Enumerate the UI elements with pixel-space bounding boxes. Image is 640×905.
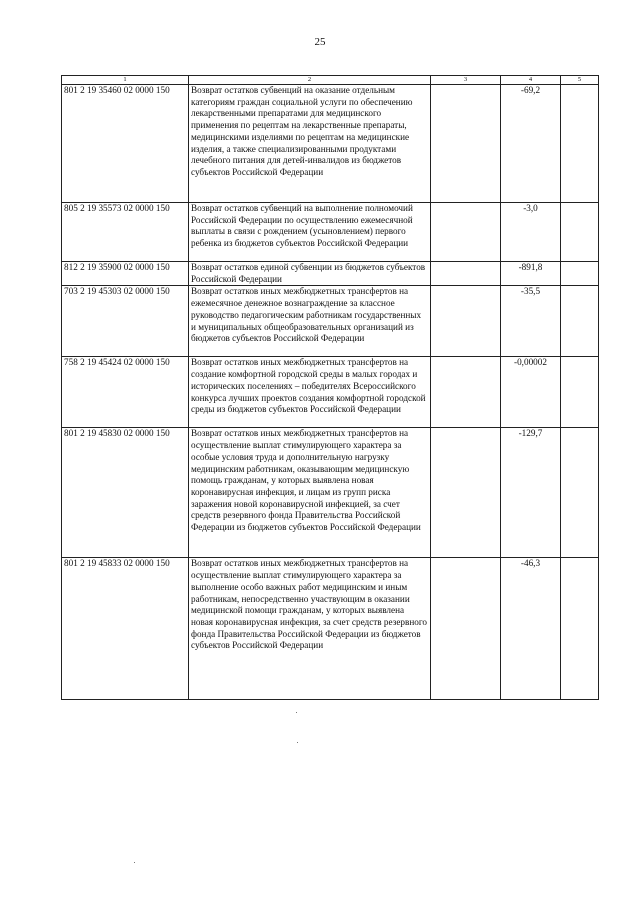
table-row <box>62 558 599 700</box>
column-header-5: 5 <box>561 76 599 85</box>
scan-speck <box>296 712 297 713</box>
description: Возврат остатков иных межбюджетных трансфертов на осуществление выплат стимулирующего характера за особые условия труда и дополнительную нагрузку медицинским работникам, оказывающим медицинскую помощь гражданам, у которых выявлена новая коронавирусная инфекция, и лицам из групп риска заражения новой коронавирусной инфекцией, за счет средств резервного фонда Правительства Российской Федерации из бюджетов субъектов Российской Федерации <box>189 428 431 558</box>
description: Возврат остатков иных межбюджетных трансфертов на ежемесячное денежное вознаграждение за классное руководство педагогическим работникам государственных и муниципальных общеобразовательных организаций из бюджетов субъектов Российской Федерации <box>189 286 431 357</box>
table-header-row <box>62 76 599 85</box>
column-5-cell <box>561 428 599 558</box>
table-row <box>62 286 599 357</box>
column-3-cell <box>431 558 501 700</box>
description: Возврат остатков иных межбюджетных трансфертов на создание комфортной городской среды в малых городах и исторических поселениях – победителях Всероссийского конкурса лучших проектов создания комфортной городской среды из бюджетов субъектов Российской Федерации <box>189 357 431 428</box>
column-5-cell <box>561 203 599 262</box>
amount: -69,2 <box>501 85 561 203</box>
table-row <box>62 428 599 558</box>
amount: -35,5 <box>501 286 561 357</box>
column-3-cell <box>431 203 501 262</box>
budget-code: 703 2 19 45303 02 0000 150 <box>62 286 189 357</box>
budget-code: 812 2 19 35900 02 0000 150 <box>62 262 189 286</box>
amount: -3,0 <box>501 203 561 262</box>
amount: -891,8 <box>501 262 561 286</box>
amount: -46,3 <box>501 558 561 700</box>
budget-code: 805 2 19 35573 02 0000 150 <box>62 203 189 262</box>
column-header-1: 1 <box>62 76 189 85</box>
table-row <box>62 85 599 203</box>
amount: -0,00002 <box>501 357 561 428</box>
table-row <box>62 262 599 286</box>
column-3-cell <box>431 357 501 428</box>
description: Возврат остатков субвенций на выполнение полномочий Российской Федерации по осуществлению ежемесячной выплаты в связи с рождением (усыновлением) первого ребенка из бюджетов субъектов Российской Федерации <box>189 203 431 262</box>
scan-speck <box>297 742 298 743</box>
column-header-3: 3 <box>431 76 501 85</box>
column-3-cell <box>431 85 501 203</box>
column-5-cell <box>561 85 599 203</box>
description: Возврат остатков субвенций на оказание отдельным категориям граждан социальной услуги по обеспечению лекарственными препаратами для медицинского применения по рецептам на лекарственные препараты, медицинскими изделиями по рецептам на медицинские изделия, а также специализированными продуктами лечебного питания для детей-инвалидов из бюджетов субъектов Российской Федерации <box>189 85 431 203</box>
budget-code: 801 2 19 45830 02 0000 150 <box>62 428 189 558</box>
column-header-2: 2 <box>189 76 431 85</box>
column-3-cell <box>431 286 501 357</box>
table-row <box>62 203 599 262</box>
column-3-cell <box>431 428 501 558</box>
table-row <box>62 357 599 428</box>
column-5-cell <box>561 286 599 357</box>
description: Возврат остатков единой субвенции из бюджетов субъектов Российской Федерации <box>189 262 431 286</box>
amount: -129,7 <box>501 428 561 558</box>
page-number: 25 <box>314 36 326 48</box>
budget-code: 801 2 19 35460 02 0000 150 <box>62 85 189 203</box>
budget-table <box>61 75 599 700</box>
column-5-cell <box>561 262 599 286</box>
scan-speck <box>134 862 135 863</box>
budget-code: 801 2 19 45833 02 0000 150 <box>62 558 189 700</box>
column-header-4: 4 <box>501 76 561 85</box>
column-5-cell <box>561 558 599 700</box>
column-3-cell <box>431 262 501 286</box>
description: Возврат остатков иных межбюджетных трансфертов на осуществление выплат стимулирующего характера за выполнение особо важных работ медицинским и иным работникам, непосредственно участвующим в оказании медицинской помощи гражданам, у которых выявлена новая коронавирусная инфекция, за счет средств резервного фонда Правительства Российской Федерации из бюджетов субъектов Российской Федерации <box>189 558 431 700</box>
budget-code: 758 2 19 45424 02 0000 150 <box>62 357 189 428</box>
column-5-cell <box>561 357 599 428</box>
